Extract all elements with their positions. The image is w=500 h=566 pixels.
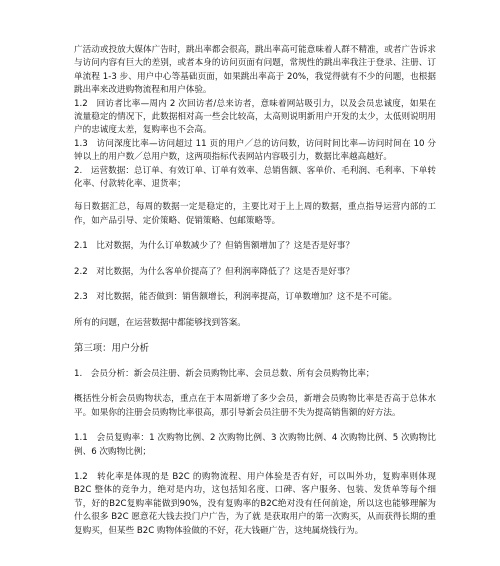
paragraph-answers: 所有的问题，在运营数据中都能够找到答案。 [74,317,246,328]
paragraph-repurchase-rate: 1.1 会员复购率：1 次购物比例、2 次购物比例、3 次购物比例、4 次购物比例、5 次购物比例、6 次购物比例； [74,433,436,457]
spacer [74,254,436,266]
paragraph-visit-depth: 1.3 访问深度比率—访问超过 11 页的用户／总的访问数，访问时间比率—访问时间在 10 分钟以上的用户数／总用户数，这两项指标代表网站内容吸引力，数据比率越高越好。 [74,138,436,163]
spacer [74,305,436,317]
spacer [74,459,436,471]
spacer [74,356,436,368]
paragraph-return-visitor-rate: 1.2 回访者比率—周内 2 次回访者/总来访者，意味着网站吸引力，以及会员忠诚度，如果在流量稳定的情况下，此数据相对高一些会比较高，太高则说明新用户开发的太少，太低则说明用户的忠诚度太差，复购率也不会高。 [74,98,436,136]
spacer [74,279,436,291]
spacer [74,330,436,342]
paragraph-compare-2-1: 2.1 比对数据，为什么订单数减少了？但销售额增加了？这是否是好事？ [74,241,355,252]
paragraph-member-analysis: 1. 会员分析：新会员注册、新会员购物比率、会员总数、所有会员购物比率； [74,368,375,379]
paragraph-member-overview: 概括性分析会员购物状态，重点在于本周新增了多少会员，新增会员购物比率是否高于总体水平。如果你的注册会员购物比率很高，那引导新会员注册不失为提高销售额的好方法。 [74,394,436,418]
paragraph-conversion-rate: 1.2 转化率是体现的是 B2C 的购物流程、用户体验是否有好，可以叫外功，复购率则体现 B2C 整体的竞争力，绝对是内功，这包括知名度、口碑、客户服务、包装、发货单等每个细节，好的B2C复购率能做到90%，没有复购率的B2C绝对没有任何前途，所以这也能够理解为什么很多 B2C 愿意花大钱去投门户广告，为了就 是获取用户的第一次购买，从而获得长期的重复购买，但某些 B2C 购物体验做的不好，花大钱砸广告，这纯属烧钱行为。 [74,471,436,536]
spacer [74,420,436,432]
paragraph-daily-summary: 每日数据汇总，每周的数据一定是稳定的，主要比对于上上周的数据，重点指导运营内部的工作，如产品引导、定价策略、促销策略、包邮策略等。 [74,202,436,226]
paragraph-bounce-rate: 广活动或投放大媒体广告时，跳出率都会很高，跳出率高可能意味着人群不精准，或者广告诉求与访问内容有巨大的差别，或者本身的访问页面有问题，常规性的跳出率我注于登录、注册、订单流程 1-3 步、用户中心等基础页面，如果跳出率高于 20%，我觉得就有不少的问题，也根据跳出率来改进购物流程和用户体验。 [74,45,436,96]
paragraph-compare-2-3: 2.3 对比数据，能否做到：销售额增长，利润率提高，订单数增加？这不是不可能。 [74,292,398,303]
spacer [74,191,436,201]
spacer [74,228,436,240]
paragraph-operating-data: 2. 运营数据：总订单、有效订单、订单有效率、总销售额、客单价、毛利润、毛利率、下单转化率、付款转化率、退货率； [74,165,436,190]
paragraph-compare-2-2: 2.2 对比数据，为什么客单价提高了？但利润率降低了？这是否是好事？ [74,266,355,277]
section-heading-user-analysis: 第三项：用户分析 [74,342,150,354]
spacer [74,381,436,393]
document-body [74,44,436,538]
